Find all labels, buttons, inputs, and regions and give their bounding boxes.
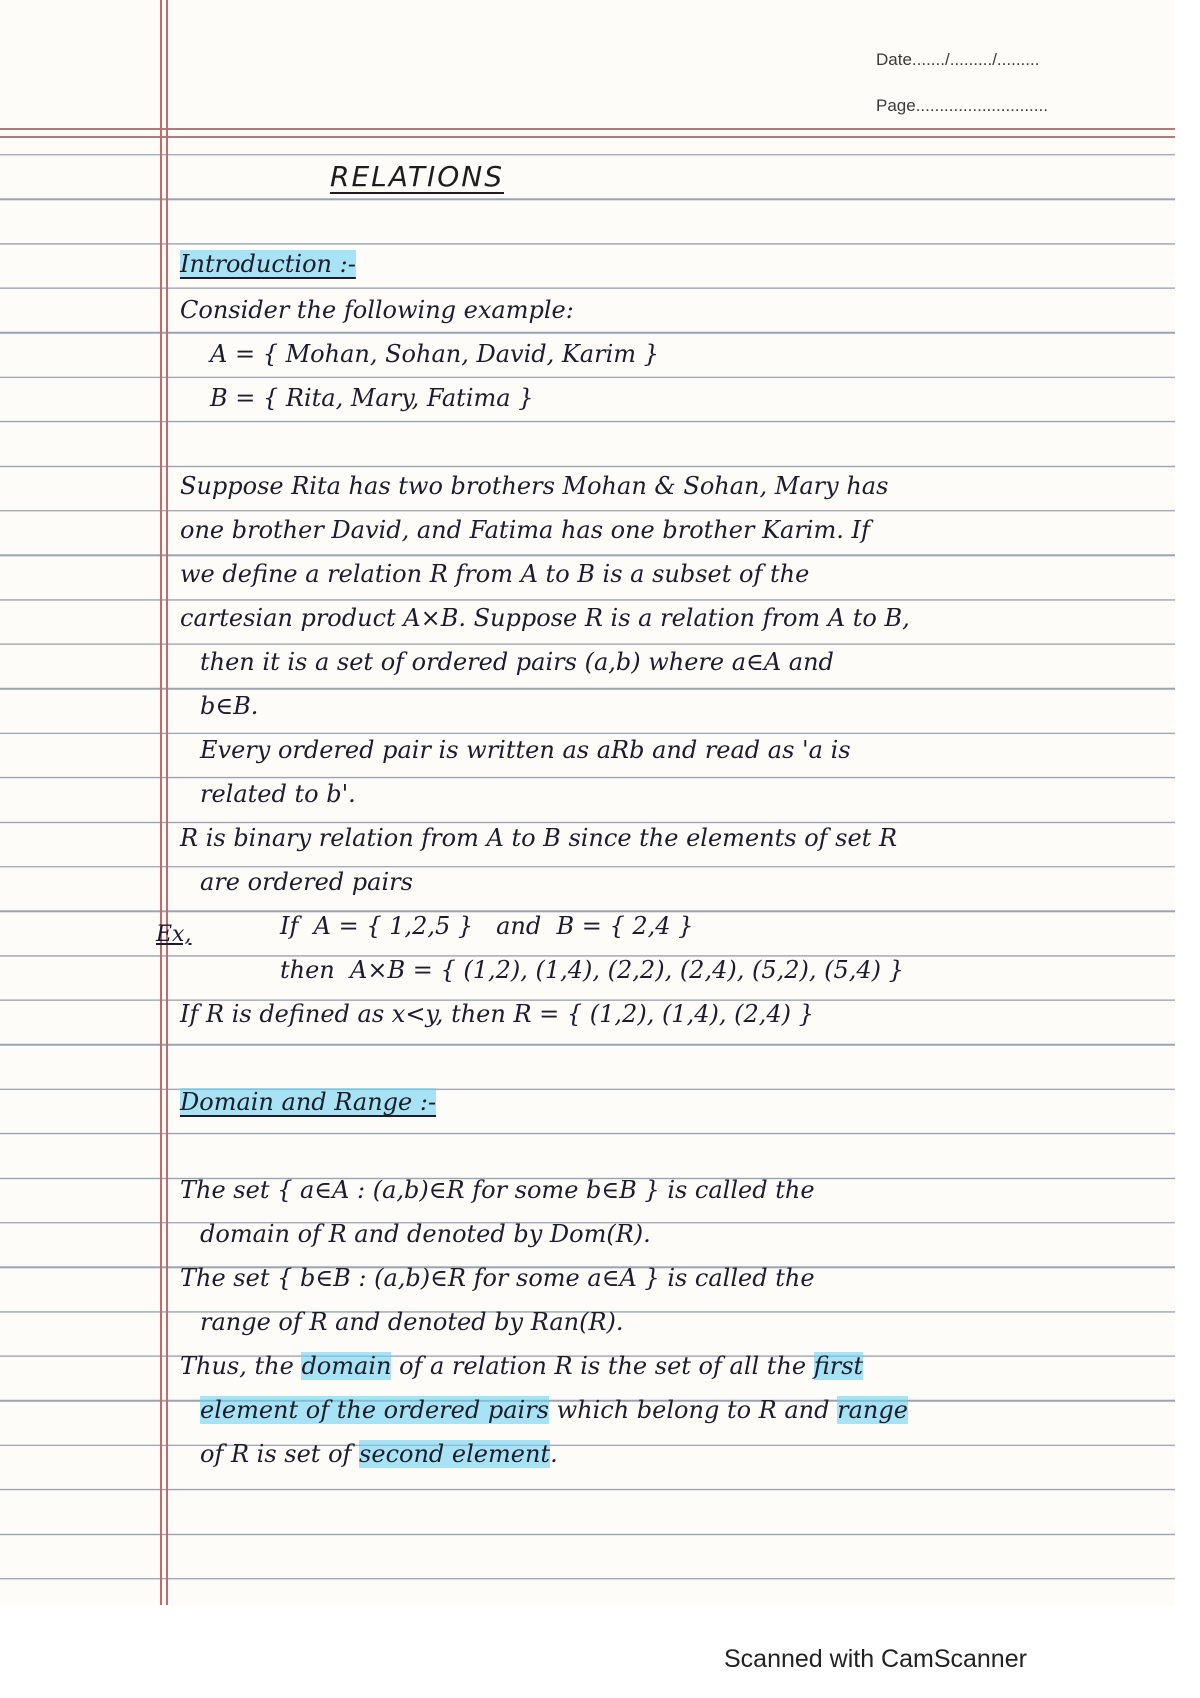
- intro-heading: [180, 250, 356, 278]
- range-definition-line: range of R and denoted by Ran(R).: [200, 1308, 624, 1336]
- body-line: cartesian product A×B. Suppose R is a relation from A to B,: [180, 604, 910, 632]
- domain-definition-line: domain of R and denoted by Dom(R).: [200, 1220, 651, 1248]
- summary-line: [200, 1396, 908, 1424]
- summary-text: of a relation R is the set of all the: [391, 1352, 814, 1380]
- date-field: Date......./........./.........: [876, 50, 1040, 69]
- intro-heading-text: Introduction :-: [180, 250, 356, 278]
- range-definition-line: The set { b∈B : (a,b)∈R for some a∈A } is called the: [180, 1264, 815, 1292]
- set-a-line: A = { Mohan, Sohan, David, Karim }: [210, 340, 659, 368]
- body-line: R is binary relation from A to B since the elements of set R: [180, 824, 898, 852]
- page-title: RELATIONS: [330, 160, 504, 193]
- example-label: Ex,: [156, 922, 192, 947]
- highlight-second-element: second element: [359, 1440, 551, 1468]
- body-line: Every ordered pair is written as aRb and read as 'a is: [200, 736, 851, 764]
- example-relation-line: If R is defined as x<y, then R = { (1,2), (1,4), (2,4) }: [180, 1000, 814, 1028]
- highlight-first: first: [813, 1352, 864, 1380]
- body-line: we define a relation R from A to B is a subset of the: [180, 560, 810, 588]
- header-rule: [0, 128, 1175, 130]
- example-sets-line: If A = { 1,2,5 } and B = { 2,4 }: [280, 912, 694, 940]
- body-line: related to b'.: [200, 780, 356, 808]
- domain-range-heading-text: Domain and Range :-: [180, 1088, 437, 1116]
- summary-text: Thus, the: [180, 1352, 302, 1380]
- intro-line: Consider the following example:: [180, 296, 574, 324]
- example-product-line: then A×B = { (1,2), (1,4), (2,2), (2,4), (5,2), (5,4) }: [280, 956, 904, 984]
- domain-range-heading: [180, 1088, 436, 1116]
- set-b-line: B = { Rita, Mary, Fatima }: [210, 384, 534, 412]
- body-line: Suppose Rita has two brothers Mohan & Sohan, Mary has: [180, 472, 889, 500]
- summary-line: [200, 1440, 558, 1468]
- body-line: are ordered pairs: [200, 868, 413, 896]
- header-rule-second: [0, 136, 1175, 138]
- body-line: b∈B.: [200, 692, 259, 720]
- summary-text: of R is set of: [200, 1440, 360, 1468]
- domain-definition-line: The set { a∈A : (a,b)∈R for some b∈B } is called the: [180, 1176, 815, 1204]
- highlight-domain: domain: [301, 1352, 392, 1380]
- summary-text: which belong to R and: [548, 1396, 838, 1424]
- scanner-watermark: Scanned with CamScanner: [724, 1645, 1027, 1673]
- page-number-field: Page............................: [876, 96, 1048, 115]
- body-line: then it is a set of ordered pairs (a,b) where a∈A and: [200, 648, 834, 676]
- margin-line-second: [166, 0, 168, 1605]
- highlight-range: range: [837, 1396, 908, 1424]
- summary-text: .: [550, 1440, 558, 1468]
- highlight-element: element of the ordered pairs: [200, 1396, 549, 1424]
- body-line: one brother David, and Fatima has one brother Karim. If: [180, 516, 870, 544]
- summary-line: [180, 1352, 863, 1380]
- margin-line: [160, 0, 162, 1605]
